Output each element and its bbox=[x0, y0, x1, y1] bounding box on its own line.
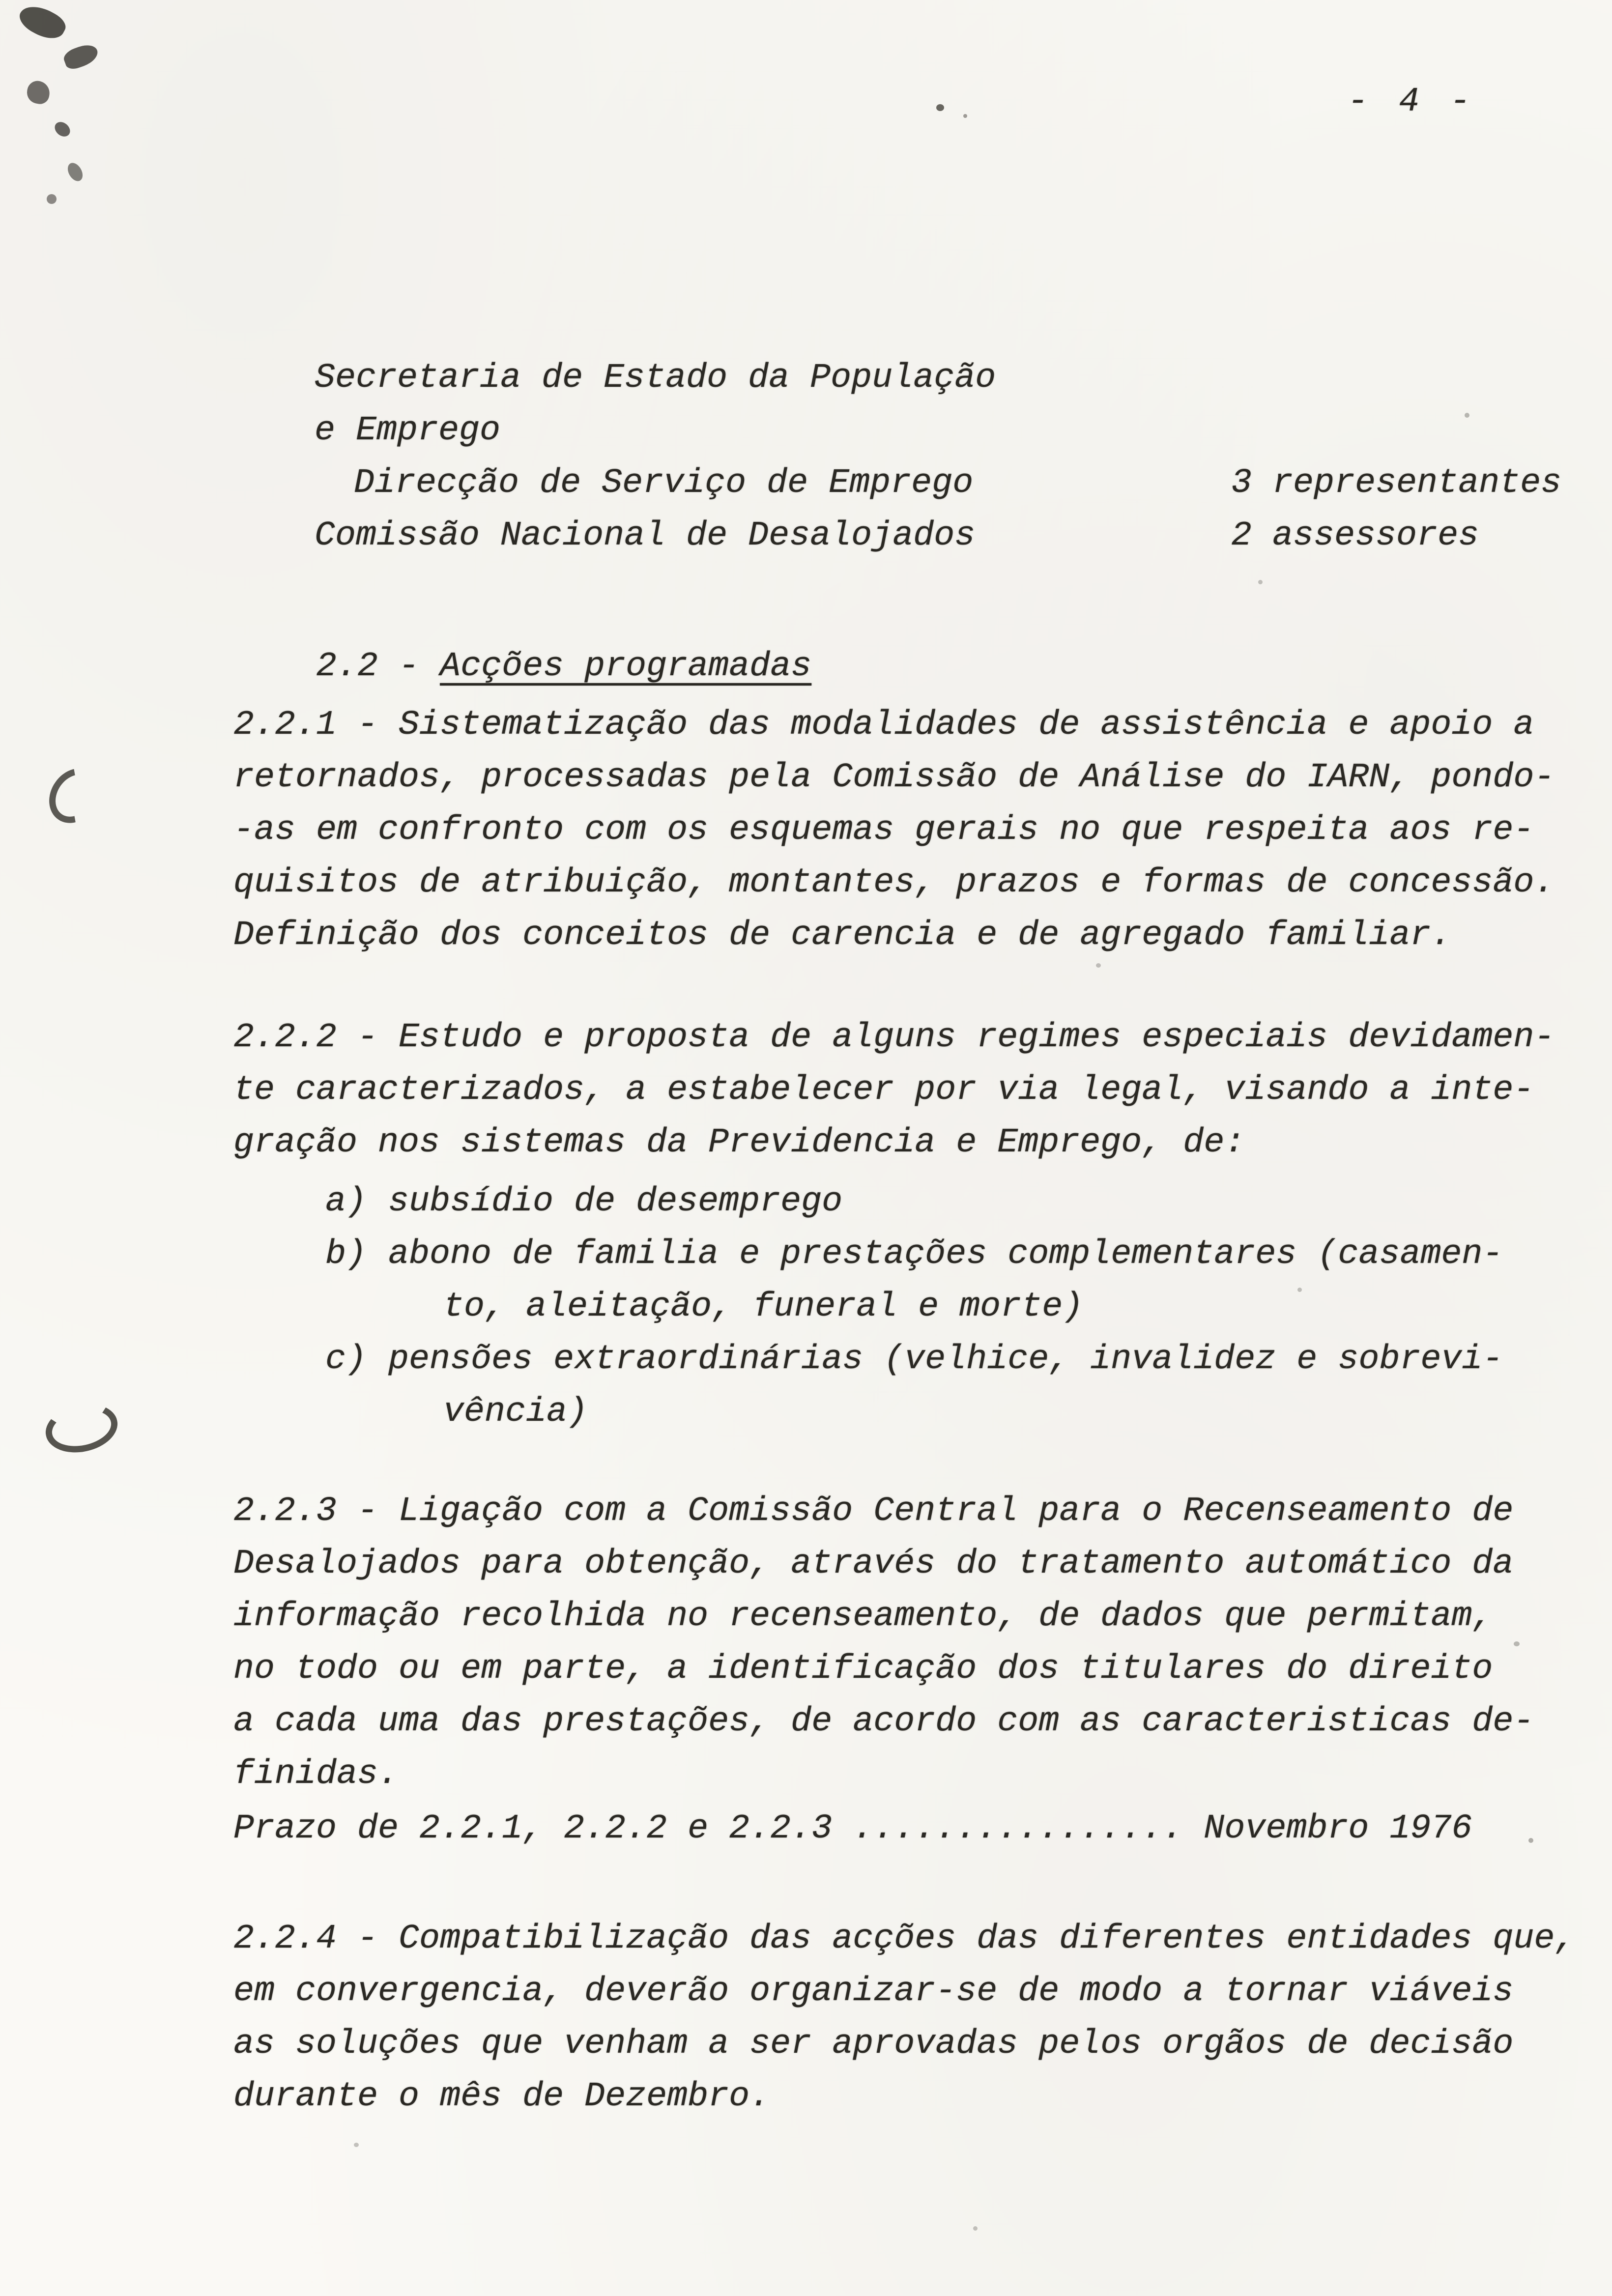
header-line-text: Comissão Nacional de Desalojados bbox=[315, 517, 976, 555]
paragraph-2-2-4 bbox=[233, 1913, 1575, 2123]
ink-speck bbox=[1528, 1838, 1533, 1843]
section-heading-number: 2.2 - bbox=[316, 647, 440, 686]
body-line: quisitos de atribuição, montantes, prazos e formas de concessão. bbox=[233, 863, 1555, 902]
body-line: -as em confronto com os esquemas gerais no que respeita aos re- bbox=[233, 811, 1534, 850]
header-line bbox=[315, 510, 1573, 562]
body-line: finidas. bbox=[233, 1755, 399, 1794]
body-line: 2.2.2 - Estudo e proposta de alguns regimes especiais devidamen- bbox=[233, 1018, 1555, 1057]
margin-pen-mark bbox=[41, 1398, 122, 1459]
header-line-count: 3 representantes bbox=[1231, 464, 1562, 503]
body-line: Definição dos conceitos de carencia e de agregado familiar. bbox=[233, 916, 1452, 955]
list-item-lines bbox=[388, 1333, 1503, 1438]
ink-speck bbox=[973, 2226, 978, 2231]
list-marker: c) bbox=[325, 1340, 367, 1379]
body-line: abono de familia e prestações complementares (casamen- bbox=[388, 1235, 1503, 1274]
ink-smudge bbox=[15, 0, 69, 45]
ink-smudge bbox=[47, 194, 57, 204]
body-line: to, aleitação, funeral e morte) bbox=[443, 1288, 1084, 1326]
list-item-a bbox=[325, 1176, 1503, 1228]
body-line: as soluções que venham a ser aprovadas pelos orgãos de decisão bbox=[233, 2025, 1514, 2064]
list-item-lines bbox=[388, 1176, 842, 1228]
ink-smudge bbox=[65, 160, 86, 184]
paragraph-2-2-1 bbox=[233, 699, 1554, 962]
ink-speck bbox=[1258, 580, 1263, 584]
body-line: no todo ou em parte, a identificação dos titulares do direito bbox=[233, 1650, 1493, 1689]
list-item-b bbox=[325, 1228, 1503, 1333]
body-line: pensões extraordinárias (velhice, invalidez e sobrevi- bbox=[388, 1340, 1503, 1379]
list-item-lines bbox=[388, 1228, 1503, 1333]
paragraph-2-2-2 bbox=[233, 1011, 1554, 1169]
body-line: te caracterizados, a estabelecer por via legal, visando a inte- bbox=[233, 1071, 1534, 1110]
body-line: vência) bbox=[443, 1393, 588, 1432]
deadline-line: Prazo de 2.2.1, 2.2.2 e 2.2.3 ................ Novembro 1976 bbox=[233, 1809, 1472, 1848]
body-line: retornados, processadas pela Comissão de Análise do IARN, pondo- bbox=[233, 758, 1555, 797]
body-line: Desalojados para obtenção, através do tratamento automático da bbox=[233, 1545, 1514, 1583]
body-line: em convergencia, deverão organizar-se de modo a tornar viáveis bbox=[233, 1972, 1514, 2011]
body-line: durante o mês de Dezembro. bbox=[233, 2077, 771, 2116]
lettered-list bbox=[325, 1176, 1503, 1438]
body-line: informação recolhida no recenseamento, de dados que permitam, bbox=[233, 1597, 1493, 1636]
header-line-text: Direcção de Serviço de Emprego bbox=[354, 464, 974, 503]
page-number: - 4 - bbox=[1348, 83, 1476, 121]
list-item-c bbox=[325, 1333, 1503, 1438]
header-block bbox=[315, 352, 1573, 562]
list-marker: b) bbox=[325, 1235, 367, 1274]
header-line bbox=[315, 457, 1573, 510]
body-line: subsídio de desemprego bbox=[388, 1182, 843, 1221]
paragraph-2-2-3 bbox=[233, 1485, 1534, 1801]
header-line bbox=[315, 352, 1573, 404]
header-line-text: e Emprego bbox=[315, 411, 501, 450]
section-heading-title: Acções programadas bbox=[440, 647, 812, 686]
ink-speck bbox=[1096, 963, 1101, 968]
list-marker: a) bbox=[325, 1182, 367, 1221]
header-line-count: 2 assessores bbox=[1231, 517, 1479, 555]
body-line: 2.2.4 - Compatibilização das acções das diferentes entidades que, bbox=[233, 1920, 1576, 1958]
body-line: a cada uma das prestações, de acordo com as caracteristicas de- bbox=[233, 1702, 1534, 1741]
header-line bbox=[315, 404, 1573, 457]
ink-smudge bbox=[25, 79, 51, 105]
header-line-text: Secretaria de Estado da População bbox=[315, 359, 996, 398]
ink-smudge bbox=[61, 41, 100, 72]
body-line: 2.2.1 - Sistematização das modalidades de assistência e apoio a bbox=[233, 706, 1534, 745]
ink-speck bbox=[963, 114, 967, 118]
ink-speck bbox=[936, 104, 944, 111]
body-line: gração nos sistemas da Previdencia e Emprego, de: bbox=[233, 1123, 1245, 1162]
ink-speck bbox=[354, 2143, 359, 2147]
ink-smudge bbox=[52, 119, 73, 140]
body-line: 2.2.3 - Ligação com a Comissão Central para o Recenseamento de bbox=[233, 1492, 1514, 1531]
margin-pen-mark bbox=[39, 758, 111, 833]
